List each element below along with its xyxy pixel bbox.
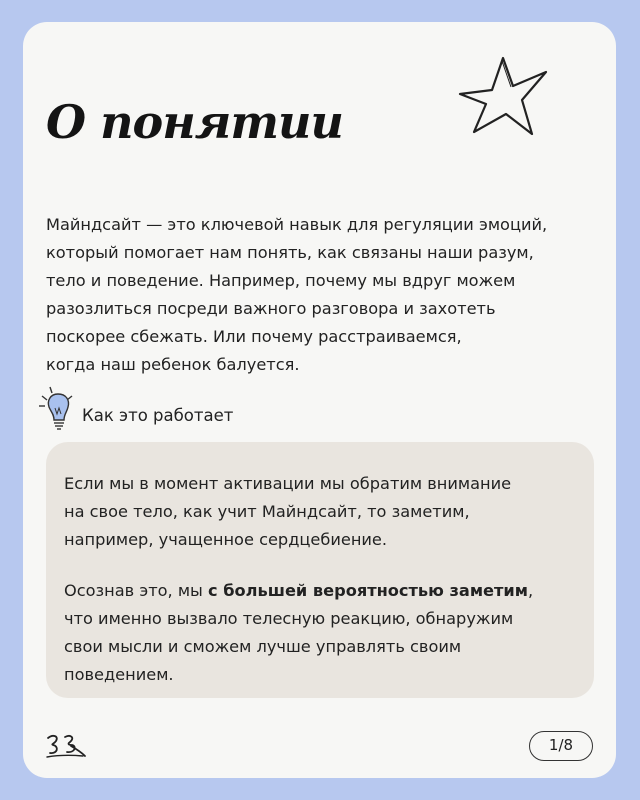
info-line bbox=[64, 577, 533, 605]
info-emphasis: с большей вероятностью заметим bbox=[208, 581, 528, 600]
info-paragraph-1 bbox=[64, 470, 511, 554]
intro-line: когда наш ребенок балуется. bbox=[46, 355, 300, 374]
intro-line: разозлиться посреди важного разговора и захотеть bbox=[46, 299, 496, 318]
intro-line: Майндсайт — это ключевой навык для регуляции эмоций, bbox=[46, 215, 548, 234]
info-line: свои мысли и сможем лучше управлять своим bbox=[64, 637, 462, 656]
info-prefix: Осознав это, мы bbox=[64, 581, 208, 600]
signature-logo-icon bbox=[45, 732, 87, 760]
intro-line: который помогает нам понять, как связаны наши разум, bbox=[46, 243, 534, 262]
lightbulb-icon bbox=[36, 384, 80, 434]
info-line: что именно вызвало телесную реакцию, обнаружим bbox=[64, 609, 514, 628]
intro-line: поскорее сбежать. Или почему расстраиваемся, bbox=[46, 327, 462, 346]
info-paragraph-2 bbox=[64, 577, 533, 689]
slide-title: О понятии bbox=[46, 95, 343, 149]
info-line: например, учащенное сердцебиение. bbox=[64, 530, 388, 549]
intro-text bbox=[46, 211, 606, 379]
star-icon bbox=[456, 52, 552, 144]
info-line: на свое тело, как учит Майндсайт, то заметим, bbox=[64, 502, 470, 521]
info-suffix: , bbox=[528, 581, 534, 600]
info-box bbox=[46, 442, 594, 698]
info-line: Если мы в момент активации мы обратим внимание bbox=[64, 474, 512, 493]
section-label: Как это работает bbox=[82, 406, 234, 425]
intro-line: тело и поведение. Например, почему мы вдруг можем bbox=[46, 271, 516, 290]
info-line: поведением. bbox=[64, 665, 174, 684]
page-indicator: 1/8 bbox=[529, 731, 593, 761]
